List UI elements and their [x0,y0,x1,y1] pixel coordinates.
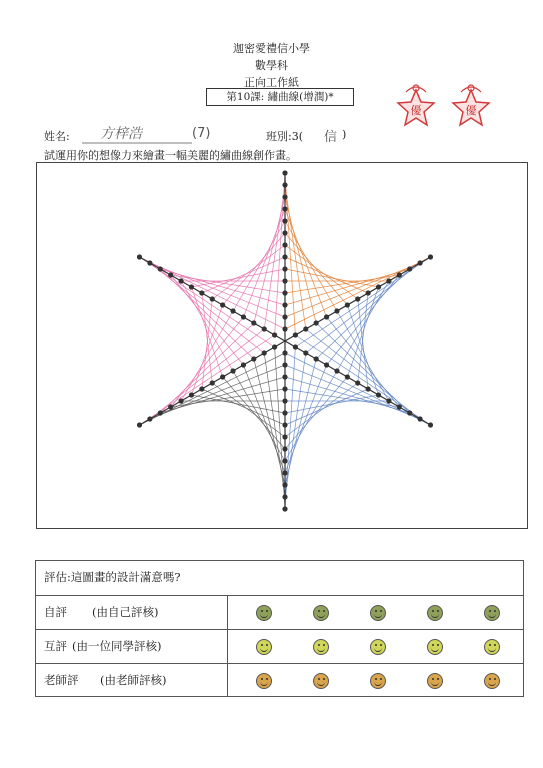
class-label: 班別:3( [266,130,303,143]
stitch-dot [282,266,287,271]
stitch-dot [303,350,308,355]
name-label: 姓名: [44,130,70,143]
evaluation-question-row [36,561,523,595]
stitch-dot [262,326,267,331]
smiley-face-icon[interactable] [256,639,272,655]
stitch-dot [137,422,142,427]
stitch-curve [285,173,430,335]
stitch-dot [282,254,287,259]
stitch-dot [282,290,287,295]
stitch-curve [285,347,430,509]
stitch-dot [282,470,287,475]
stitch-dot [366,290,371,295]
stitch-dot [230,308,235,313]
award-stamp-icon [392,82,440,134]
stitch-dot [428,422,433,427]
smiley-face-icon[interactable] [313,605,329,621]
stitch-dot [178,278,183,283]
stitch-dot [230,368,235,373]
stitch-dot [282,218,287,223]
column-divider [227,596,228,697]
stitch-dot [417,260,422,265]
stitch-dot [168,272,173,277]
stitch-dot [386,278,391,283]
stitch-dot [314,356,319,361]
stitch-dot [282,398,287,403]
stitch-dot [282,362,287,367]
student-info-row [44,128,504,146]
stitch-dot [282,374,287,379]
stitch-dot [220,374,225,379]
stitch-dot [199,386,204,391]
worksheet-title: 正向工作紙 [244,76,299,89]
stitch-dot [158,410,163,415]
stamp-text: 優 [465,104,477,117]
stitch-dot [282,314,287,319]
lesson-title: 第10課: 繡曲線(增潤)* [206,88,354,106]
stitch-curve [140,347,285,509]
curve-stitching-artwork [37,163,527,528]
stitch-dot [324,314,329,319]
stitch-dot [262,350,267,355]
stitch-dot [293,344,298,349]
stitch-dot [220,302,225,307]
stitch-dot [282,302,287,307]
class-close: ) [342,128,347,141]
instruction-text: 試運用你的想像力來繪畫一幅美麗的繡曲線創作畫。 [44,149,297,162]
stitch-dot [241,362,246,367]
stitch-dot [314,320,319,325]
stitch-dot [272,344,277,349]
stitch-dot [210,296,215,301]
stitch-dot [147,260,152,265]
teacher-evaluation-row [36,663,523,698]
smiley-face-icon[interactable] [370,639,386,655]
student-number: (7) [192,126,211,141]
smiley-face-icon[interactable] [313,639,329,655]
stitch-dot [376,284,381,289]
drawing-area [36,162,528,529]
stitch-dot [303,326,308,331]
stitch-dot [199,290,204,295]
stitch-dot [417,416,422,421]
stitch-dot [282,242,287,247]
row-label: 老師評 [44,673,79,687]
stitch-dot [293,332,298,337]
row-desc: (由一位同學評核) [72,639,162,653]
smiley-face-icon[interactable] [427,673,443,689]
stitch-dot [282,206,287,211]
stitch-dot [397,272,402,277]
smiley-face-icon[interactable] [484,673,500,689]
stitch-dot [282,230,287,235]
stitch-dot [386,398,391,403]
stitch-dot [334,308,339,313]
stitch-dot [355,380,360,385]
stitch-dot [251,320,256,325]
stitch-dot [282,278,287,283]
stitch-dot [137,254,142,259]
stitch-dot [282,422,287,427]
stitch-dot [324,362,329,367]
stitch-dot [282,182,287,187]
stitch-dot [397,404,402,409]
stitch-dot [282,446,287,451]
class-value: 信 [324,130,338,145]
self-evaluation-row [36,595,523,630]
smiley-face-icon[interactable] [313,673,329,689]
evaluation-question: 評估:這圖畫的設計滿意嗎? [44,570,181,584]
stitch-dot [282,506,287,511]
stitch-dot [428,254,433,259]
stitch-dot [282,350,287,355]
stitch-dot [147,416,152,421]
stitch-dot [282,410,287,415]
stitch-dot [376,392,381,397]
subject-title: 數學科 [255,59,288,72]
smiley-face-icon[interactable] [484,605,500,621]
stitch-dot [241,314,246,319]
stamp-text: 優 [410,104,422,117]
stitch-dot [282,386,287,391]
stitch-dot [345,302,350,307]
smiley-face-icon[interactable] [427,639,443,655]
stitch-dot [210,380,215,385]
stitch-dot [355,296,360,301]
stitch-dot [251,356,256,361]
stitch-dot [158,266,163,271]
name-underline [82,142,192,145]
smiley-face-icon[interactable] [256,673,272,689]
row-label: 自評 [44,605,67,619]
stitch-dot [334,368,339,373]
row-label: 互評 [44,639,67,653]
stitch-dot [282,326,287,331]
row-desc: (由老師評核) [100,673,167,687]
stitch-dot [189,284,194,289]
evaluation-table [35,560,524,697]
stitch-dot [282,458,287,463]
smiley-face-icon[interactable] [370,605,386,621]
smiley-face-icon[interactable] [256,605,272,621]
stitch-dot [282,434,287,439]
stitch-dot [178,398,183,403]
smiley-face-icon[interactable] [427,605,443,621]
stitch-dot [282,482,287,487]
school-name: 迦密愛禮信小學 [233,42,310,55]
stitch-dot [366,386,371,391]
stitch-dot [168,404,173,409]
row-desc: (由自己評核) [92,605,159,619]
stitch-dot [282,170,287,175]
stitch-dot [282,194,287,199]
stitch-curve [140,173,285,335]
stitch-dot [272,332,277,337]
smiley-face-icon[interactable] [484,639,500,655]
stitch-dot [407,266,412,271]
stitch-dot [407,410,412,415]
stitch-dot [189,392,194,397]
smiley-face-icon[interactable] [370,673,386,689]
stitch-dot [282,494,287,499]
student-name: 方梓浩 [100,126,142,142]
peer-evaluation-row [36,629,523,664]
stitch-dot [345,374,350,379]
award-stamp-icon [447,82,495,134]
